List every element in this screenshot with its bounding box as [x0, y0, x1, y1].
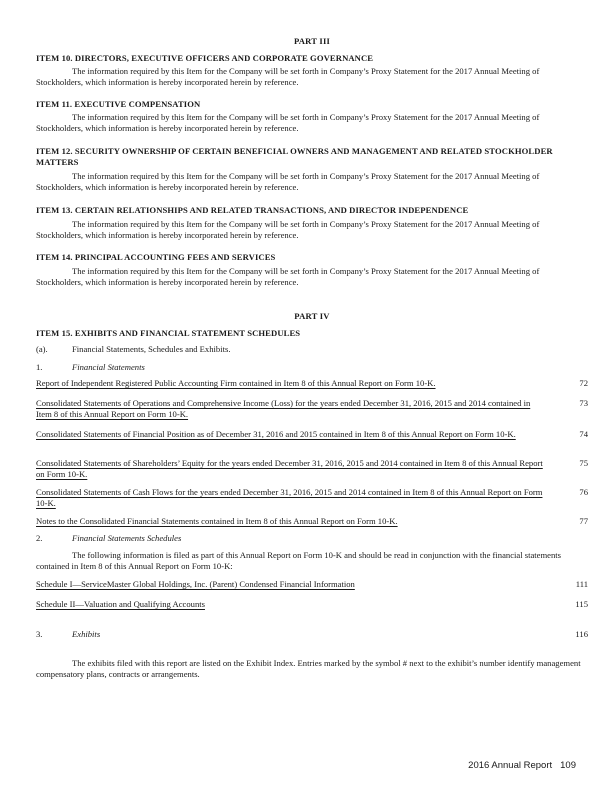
toc-entry-page: 111	[575, 579, 588, 589]
toc-entry-shareholders-equity[interactable]	[36, 458, 588, 480]
toc-entry-schedule-i[interactable]	[36, 579, 588, 590]
part-iii-title: PART III	[293, 36, 331, 46]
toc-entry-title[interactable]: Notes to the Consolidated Financial Statements contained in Item 8 of this Annual Report on Form 10-K.	[36, 516, 398, 526]
item-11-text: The information required by this Item for the Company will be set forth in Company’s Proxy Statement for the 2017 Annual Meeting of Stockholders, which information is hereby incorporated herein by reference.	[36, 112, 540, 133]
toc-entry-title[interactable]: Consolidated Statements of Cash Flows for the years ended December 31, 2016, 2015 and 2014 contained in Item 8 of this Annual Report on Form 10-K.	[36, 487, 543, 508]
item-13-heading: ITEM 13. CERTAIN RELATIONSHIPS AND RELATED TRANSACTIONS, AND DIRECTOR INDEPENDENCE	[36, 205, 469, 215]
toc-entry-page: 74	[579, 429, 588, 439]
footer-page-number: 109	[560, 760, 576, 771]
toc-entry-title[interactable]: Schedule II—Valuation and Qualifying Accounts	[36, 599, 205, 609]
toc-entry-page: 76	[579, 487, 588, 497]
footer-report-title: 2016 Annual Report	[468, 760, 553, 771]
toc-entry-page: 75	[579, 458, 588, 468]
toc-entry-auditor-report[interactable]	[36, 378, 588, 389]
item-14-heading: ITEM 14. PRINCIPAL ACCOUNTING FEES AND SERVICES	[36, 252, 276, 262]
schedules-intro-text: The following information is filed as part of this Annual Report on Form 10-K and should be read in conjunction with the financial statements contained in Item 8 of this Annual Report on Form 10-K:	[36, 550, 562, 571]
toc-entry-page: 115	[575, 599, 588, 609]
item-11-heading: ITEM 11. EXECUTIVE COMPENSATION	[36, 99, 201, 109]
subsection-1-label: Financial Statements	[72, 362, 145, 372]
subsection-a-number: (a).	[36, 344, 48, 354]
toc-entry-title[interactable]: Consolidated Statements of Financial Position as of December 31, 2016 and 2015 contained in Item 8 of this Annual Report on Form 10-K.	[36, 429, 516, 439]
subsection-1-number: 1.	[36, 362, 43, 372]
item-12-heading: ITEM 12. SECURITY OWNERSHIP OF CERTAIN BENEFICIAL OWNERS AND MANAGEMENT AND RELATED STOCKHOLDER MATTERS	[36, 146, 553, 167]
part-iv-title: PART IV	[294, 311, 330, 321]
toc-entry-title[interactable]: Schedule I—ServiceMaster Global Holdings, Inc. (Parent) Condensed Financial Information	[36, 579, 355, 589]
item-13-text: The information required by this Item for the Company will be set forth in Company’s Proxy Statement for the 2017 Annual Meeting of Stockholders, which information is hereby incorporated herein by reference.	[36, 219, 540, 240]
toc-entry-schedule-ii[interactable]	[36, 599, 588, 610]
item-10-text: The information required by this Item for the Company will be set forth in Company’s Proxy Statement for the 2017 Annual Meeting of Stockholders, which information is hereby incorporated herein by reference.	[36, 66, 540, 87]
toc-entry-cash-flows[interactable]	[36, 487, 588, 509]
subsection-3-label: Exhibits	[72, 629, 101, 639]
item-10-heading: ITEM 10. DIRECTORS, EXECUTIVE OFFICERS AND CORPORATE GOVERNANCE	[36, 53, 374, 63]
toc-entry-title[interactable]: Report of Independent Registered Public Accounting Firm contained in Item 8 of this Annual Report on Form 10-K.	[36, 378, 436, 388]
toc-entry-operations[interactable]	[36, 398, 588, 420]
toc-entry-page: 72	[579, 378, 588, 388]
subsection-a-label: Financial Statements, Schedules and Exhibits.	[72, 344, 231, 354]
page-footer	[468, 760, 576, 771]
toc-entry-page: 77	[579, 516, 588, 526]
item-14-text: The information required by this Item for the Company will be set forth in Company’s Proxy Statement for the 2017 Annual Meeting of Stockholders, which information is hereby incorporated herein by reference.	[36, 266, 540, 287]
subsection-2-number: 2.	[36, 533, 43, 543]
exhibits-text: The exhibits filed with this report are listed on the Exhibit Index. Entries marked by the symbol # next to the exhibit’s number identify management compensatory plans, contracts or arrangements.	[36, 658, 581, 679]
toc-entry-notes[interactable]	[36, 516, 588, 527]
toc-entry-title[interactable]: Consolidated Statements of Shareholders’ Equity for the years ended December 31, 2016, 2015 and 2014 contained in Item 8 of this Annual Report on Form 10-K.	[36, 458, 543, 479]
toc-entry-page: 73	[579, 398, 588, 408]
subsection-3-page: 116	[575, 629, 588, 639]
subsection-2-label: Financial Statements Schedules	[72, 533, 182, 543]
item-12-text: The information required by this Item for the Company will be set forth in Company’s Proxy Statement for the 2017 Annual Meeting of Stockholders, which information is hereby incorporated herein by reference.	[36, 171, 540, 192]
toc-entry-title[interactable]: Consolidated Statements of Operations and Comprehensive Income (Loss) for the years ended December 31, 2016, 2015 and 2014 contained in Item 8 of this Annual Report on Form 10-K.	[36, 398, 531, 419]
toc-entry-financial-position[interactable]	[36, 429, 588, 440]
item-15-heading: ITEM 15. EXHIBITS AND FINANCIAL STATEMENT SCHEDULES	[36, 328, 301, 338]
subsection-3-number: 3.	[36, 629, 43, 639]
